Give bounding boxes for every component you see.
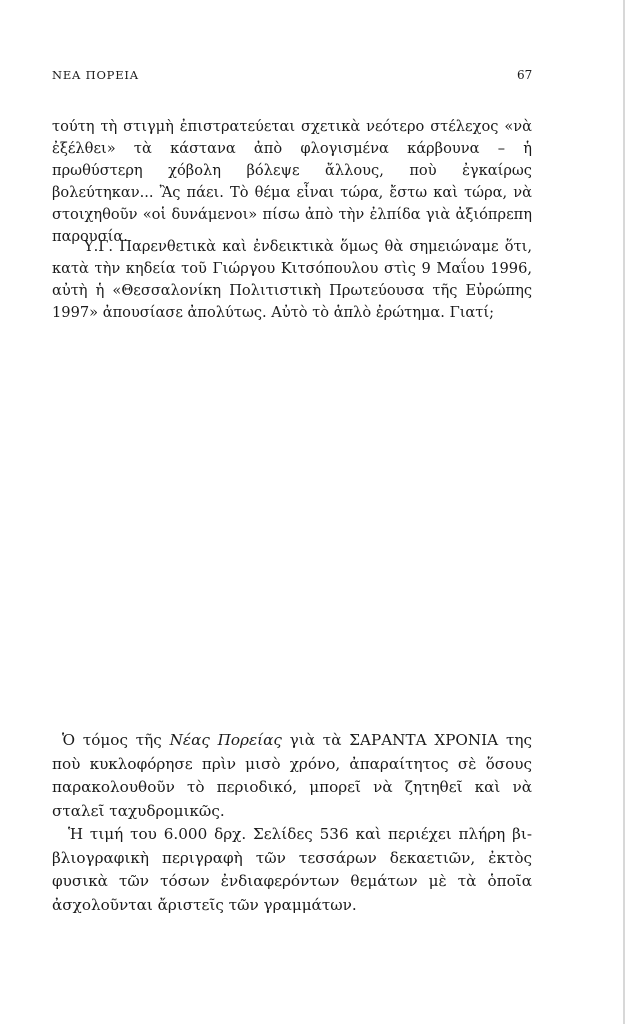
notice-paragraph-1 — [52, 729, 532, 823]
running-head: ΝΕΑ ΠΟΡΕΙΑ — [52, 68, 139, 82]
body-paragraph-1: τούτη τὴ στιγμὴ ἐπιστρατεύεται σχετικὰ νεότερο στέλεχος «νὰ ἐξέλθει» τὰ κάστανα ἀπὸ φλογισμένα κάρβουνα – ἡ πρωθύστερη χόβολη βόλεψε ἄλλους, ποὺ ἐγκαίρως βολεύτηκαν... Ἂς πάει. Τὸ θέμα εἶναι τώρα, ἔστω καὶ τώρα, νὰ στοιχηθοῦν «οἱ δυνάμενοι» πίσω ἀπὸ τὴν ἐλπίδα γιὰ ἀξιόπρεπη παρουσία. — [52, 118, 532, 245]
page-edge-line — [623, 0, 625, 1024]
journal-title: Νέας Πορείας — [169, 731, 282, 749]
notice-text-start: Ὁ τόμος τῆς — [62, 731, 170, 749]
notice-text-rest: γιὰ τὰ ΣΑΡΑΝΤΑ ΧΡΟΝΙΑ της ποὺ κυκλοφόρησε πρὶν μισὸ χρόνο, ἀπαραίτητος σὲ ὅσους παρακολουθοῦν τὸ περιοδικό, μπορεῖ νὰ ζητηθεῖ καὶ νὰ σταλεῖ ταχυδρομικῶς. — [52, 731, 532, 820]
page-number: 67 — [517, 68, 533, 82]
notice-paragraph-2: Ἡ τιμή του 6.000 δρχ. Σελίδες 536 καὶ περιέχει πλήρη βιβλιογραφικὴ περιγραφὴ τῶν τεσσάρων δεκαετιῶν, ἐκτὸς φυσικὰ τῶν τόσων ἐνδιαφερόντων θεμάτων μὲ τὰ ὁποῖα ἀσχολοῦνται ἄριστεῖς τῶν γραμμάτων. — [52, 825, 532, 914]
anniversary-volume-notice — [52, 729, 532, 917]
body-paragraph-postscript: Υ.Γ. Παρενθετικὰ καὶ ἐνδεικτικὰ ὅμως θὰ σημειώναμε ὅτι, κατὰ τὴν κηδεία τοῦ Γιώργου Κιτσόπουλου στὶς 9 Μαΐου 1996, αὐτὴ ἡ «Θεσσαλονίκη Πολιτιστικὴ Πρωτεύουσα τῆς Εὐρώπης 1997» ἀπουσίασε ἀπολύτως. Αὐτὸ τὸ ἁπλὸ ἐρώτημα. Γιατί; — [52, 238, 532, 321]
